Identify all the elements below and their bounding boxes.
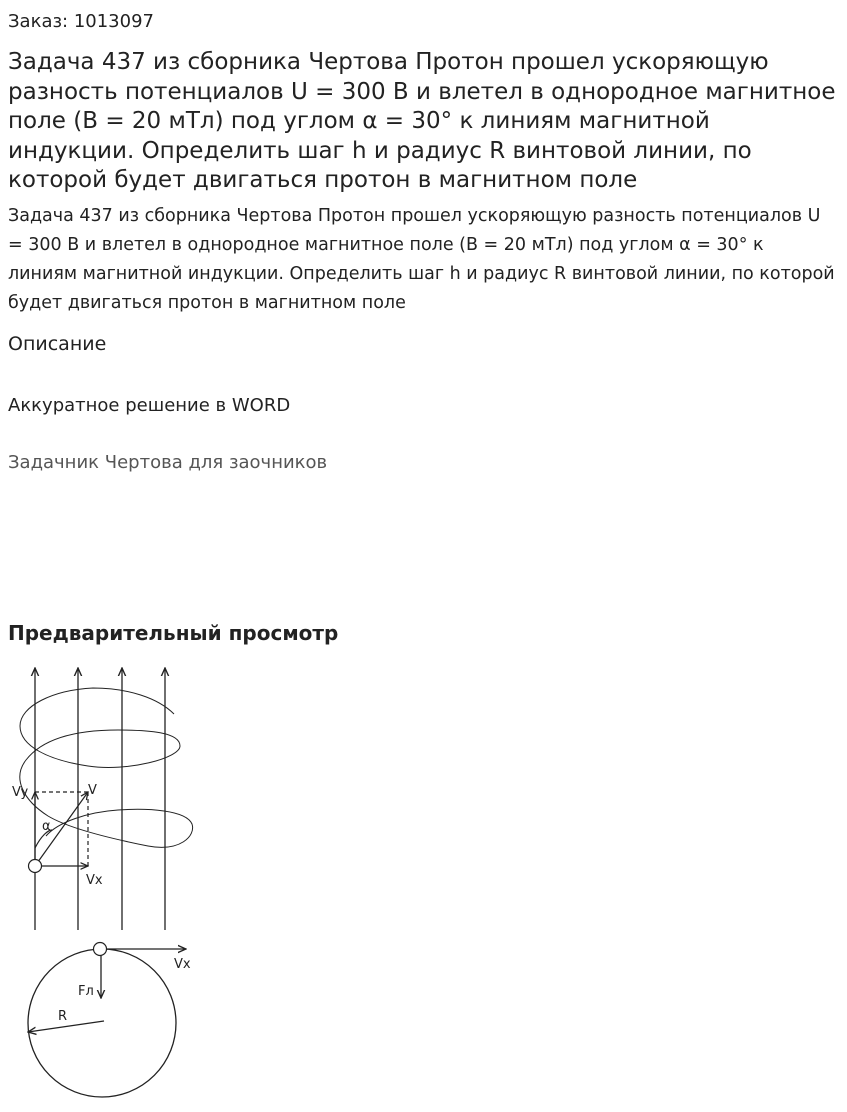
- solution-diagram: [8, 658, 208, 1103]
- label-force: Fл: [78, 984, 94, 999]
- preview-image: [8, 658, 208, 1103]
- page-title: Задача 437 из сборника Чертова Протон прошел ускоряющую разность потенциалов U = 300 В и влетел в однородное магнитное поле (В = 20 мТл) под углом α = 30° к линиям магнитной индукции. Определить шаг h и радиус R винтовой линии, по которой будет двигаться протон в магнитном поле: [8, 49, 836, 193]
- category-link[interactable]: Задачник Чертова для заочников: [8, 452, 328, 473]
- proton-bottom: [94, 943, 107, 956]
- label-vx-top: Vx: [86, 873, 103, 888]
- label-v: V: [88, 783, 97, 798]
- proton-top: [29, 860, 42, 873]
- description-text: Аккуратное решение в WORD: [8, 395, 291, 416]
- task-summary: Задача 437 из сборника Чертова Протон прошел ускоряющую разность потенциалов U = 300 В и влетел в однородное магнитное поле (В = 20 мТл) под углом α = 30° к линиям магнитной индукции. Определить шаг h и радиус R винтовой линии, по которой будет двигаться протон в магнитном поле: [8, 206, 835, 313]
- label-vy: Vy: [12, 785, 29, 800]
- preview-heading: Предварительный просмотр: [8, 621, 339, 645]
- label-alpha: α: [42, 819, 51, 834]
- description-label: Описание: [8, 333, 107, 355]
- label-radius: R: [58, 1009, 68, 1024]
- label-vx-bottom: Vx: [174, 957, 191, 972]
- circle-projection: [28, 949, 186, 1097]
- field-lines: [35, 668, 165, 930]
- order-number: Заказ: 1013097: [8, 11, 154, 32]
- orbit-circle: [28, 949, 176, 1097]
